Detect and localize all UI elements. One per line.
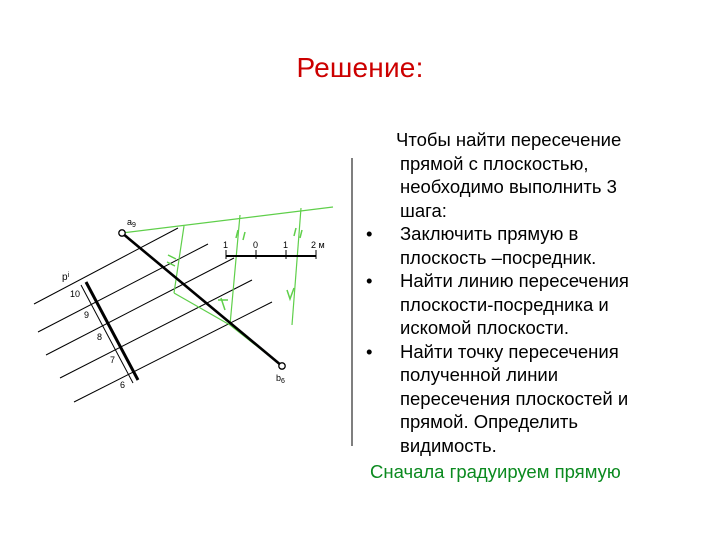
point-a-label: $a_9$	[127, 217, 136, 229]
plane-label: $p^i$	[62, 272, 70, 283]
aux-mark-4	[218, 298, 228, 310]
plane-mark-9: 9	[84, 310, 90, 320]
aux-mark-3	[294, 228, 302, 238]
plane-horizontal-4	[60, 280, 252, 378]
scale-label-0: 0	[253, 240, 259, 250]
scale-label-1: 1	[223, 240, 229, 250]
point-b-label: $b_6$	[276, 373, 285, 385]
plane-mark-6: 6	[120, 380, 126, 390]
plane-mark-10: 10	[70, 289, 81, 299]
step-item	[360, 222, 660, 269]
scale-label-1b: 1	[283, 240, 289, 250]
bullet-icon: •	[366, 223, 373, 244]
slope-scale-thick	[86, 282, 138, 380]
step-text: Найти линию пересечения плоскости-посредника и искомой плоскости.	[400, 270, 629, 338]
step-item	[360, 269, 660, 340]
aux-line-2	[230, 215, 240, 325]
solution-text	[360, 128, 660, 484]
scale-label-2m: 2 м	[311, 240, 325, 250]
solution-steps	[360, 222, 660, 457]
plane-mark-8: 8	[97, 332, 103, 342]
bullet-icon: •	[366, 340, 373, 362]
step-item	[360, 340, 660, 458]
step-text: Найти точку пересечения полученной линии пересечения плоскостей и прямой. Определить видимость.	[400, 340, 629, 456]
plane-horizontal-3	[46, 258, 234, 355]
aux-mark-5	[287, 288, 294, 299]
slide-title: Решение:	[296, 52, 424, 83]
point-a	[119, 230, 125, 236]
note-text: Сначала градуируем прямую	[370, 461, 621, 482]
aux-intersection-line	[174, 293, 230, 325]
step-text: Заключить прямую в плоскость –посредник.	[400, 223, 597, 268]
line-ab	[122, 233, 282, 366]
bullet-icon: •	[366, 270, 373, 291]
plane-horizontal-1	[34, 228, 178, 304]
slope-scale-thin	[81, 285, 133, 383]
linear-scale	[223, 240, 325, 259]
point-b	[279, 363, 285, 369]
aux-line-3	[292, 208, 301, 325]
solution-intro: Чтобы найти пересечение прямой с плоскостью, необходимо выполнить 3 шага:	[396, 129, 622, 221]
plane-mark-7: 7	[110, 355, 116, 365]
